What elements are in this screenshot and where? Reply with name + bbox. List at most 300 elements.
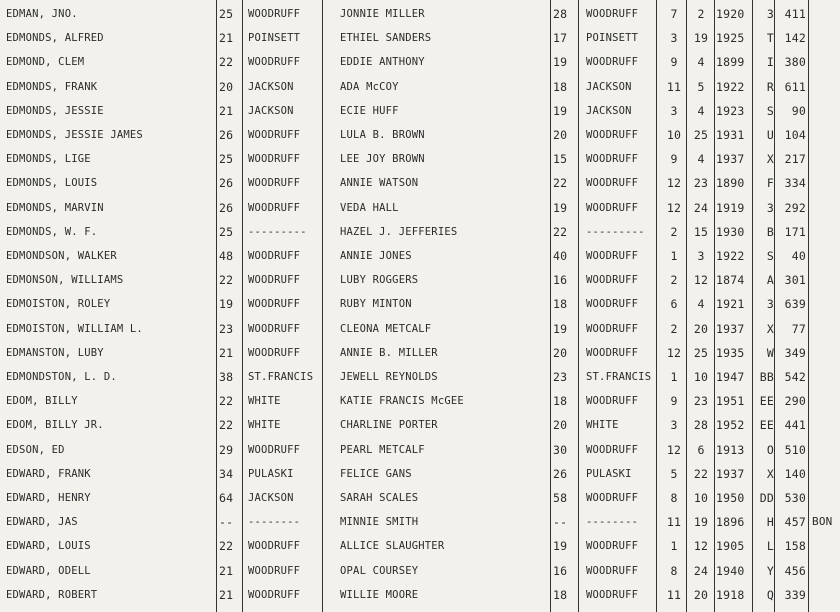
- marriage-day: 22: [693, 466, 709, 481]
- marriage-year: 1905: [716, 539, 745, 554]
- groom-name: EDWARD, ROBERT: [6, 588, 98, 601]
- record-row: [0, 196, 840, 220]
- groom-county: WOODRUFF: [248, 8, 301, 20]
- record-row: [0, 75, 840, 99]
- marriage-day: 23: [693, 394, 709, 409]
- record-row: [0, 583, 840, 607]
- bride-name: EDDIE ANTHONY: [340, 56, 425, 69]
- groom-name: EDWARD, ODELL: [6, 564, 91, 577]
- bride-name: KATIE FRANCIS McGEE: [340, 395, 464, 408]
- groom-county: WOODRUFF: [248, 346, 301, 359]
- marriage-month: 8: [670, 563, 678, 578]
- bride-age: 26: [553, 466, 568, 481]
- record-row: [0, 365, 840, 389]
- bride-name: FELICE GANS: [340, 467, 412, 480]
- record-row: [0, 50, 840, 74]
- bride-name: JEWELL REYNOLDS: [340, 371, 438, 383]
- groom-age: 26: [219, 200, 234, 215]
- groom-age: 21: [219, 103, 234, 118]
- groom-county: WOODRUFF: [248, 250, 301, 262]
- record-row: [0, 389, 840, 413]
- marriage-day: 10: [693, 491, 709, 505]
- bride-name: JONNIE MILLER: [340, 8, 425, 20]
- record-page: 334: [784, 176, 806, 191]
- bride-age: 58: [553, 491, 568, 505]
- bride-age: 20: [553, 345, 568, 360]
- record-book: DD: [759, 491, 774, 505]
- bride-name: LEE JOY BROWN: [340, 153, 425, 166]
- groom-name: EDWARD, LOUIS: [6, 540, 91, 553]
- groom-name: EDMOND, CLEM: [6, 56, 85, 69]
- marriage-day: 10: [693, 370, 709, 384]
- bride-age: 18: [553, 394, 568, 409]
- bride-name: PEARL METCALF: [340, 443, 425, 456]
- marriage-year: 1940: [716, 563, 745, 578]
- bride-county: WOODRUFF: [586, 540, 639, 553]
- bride-age: 19: [553, 200, 568, 215]
- bride-name: MINNIE SMITH: [340, 516, 419, 529]
- bride-name: OPAL COURSEY: [340, 564, 419, 577]
- marriage-day: 19: [693, 515, 709, 530]
- bride-name: WILLIE MOORE: [340, 588, 419, 601]
- marriage-day: 12: [693, 539, 709, 554]
- record-page: 90: [791, 103, 806, 118]
- groom-county: WOODRUFF: [248, 588, 301, 601]
- groom-county: WOODRUFF: [248, 274, 301, 287]
- marriage-month: 1: [670, 249, 678, 263]
- groom-name: EDMONDS, JESSIE JAMES: [6, 129, 143, 141]
- bride-age: 17: [553, 31, 568, 46]
- groom-county: WOODRUFF: [248, 322, 301, 335]
- bride-name: LUBY ROGGERS: [340, 274, 419, 287]
- bride-name: ETHIEL SANDERS: [340, 32, 432, 45]
- record-book: X: [766, 321, 774, 336]
- record-book: A: [766, 273, 774, 288]
- bride-county: POINSETT: [586, 32, 639, 45]
- groom-name: EDMONDS, LOUIS: [6, 177, 98, 190]
- bride-age: 18: [553, 79, 568, 94]
- bride-name: ALLICE SLAUGHTER: [340, 540, 445, 553]
- record-page: 456: [784, 563, 806, 578]
- record-row: [0, 292, 840, 316]
- groom-county: WOODRUFF: [248, 443, 301, 456]
- record-book: X: [766, 152, 774, 167]
- record-book: S: [766, 249, 774, 263]
- groom-age: 22: [219, 418, 234, 433]
- marriage-month: 2: [670, 321, 678, 336]
- groom-age: 25: [219, 7, 234, 21]
- record-row: [0, 220, 840, 244]
- marriage-year: 1950: [716, 491, 745, 505]
- bride-age: --: [553, 515, 568, 530]
- bride-county: WOODRUFF: [586, 322, 639, 335]
- marriage-day: 2: [697, 7, 705, 21]
- record-page: 301: [784, 273, 806, 288]
- marriage-day: 23: [693, 176, 709, 191]
- bride-name: ANNIE JONES: [340, 250, 412, 262]
- bride-county: WOODRUFF: [586, 564, 639, 577]
- groom-county: WOODRUFF: [248, 564, 301, 577]
- record-page: 77: [791, 321, 806, 336]
- record-page: 441: [784, 418, 806, 433]
- bride-name: SARAH SCALES: [340, 492, 419, 504]
- groom-age: 22: [219, 539, 234, 554]
- groom-county: PULASKI: [248, 467, 294, 480]
- marriage-month: 12: [666, 442, 682, 457]
- record-book: 3: [766, 297, 774, 312]
- marriage-month: 11: [666, 79, 682, 94]
- bride-county: PULASKI: [586, 467, 632, 480]
- groom-age: 48: [219, 249, 234, 263]
- marriage-day: 24: [693, 200, 709, 215]
- bride-age: 16: [553, 563, 568, 578]
- groom-age: 19: [219, 297, 234, 312]
- groom-age: 21: [219, 563, 234, 578]
- groom-age: 22: [219, 273, 234, 288]
- marriage-day: 12: [693, 273, 709, 288]
- marriage-year: 1918: [716, 587, 745, 602]
- record-row: [0, 147, 840, 171]
- groom-name: EDMAN, JNO.: [6, 8, 78, 20]
- marriage-year: 1925: [716, 31, 745, 46]
- record-row: [0, 341, 840, 365]
- record-row: [0, 534, 840, 558]
- marriage-year: 1930: [716, 224, 745, 239]
- record-row: [0, 438, 840, 462]
- groom-county: WOODRUFF: [248, 177, 301, 190]
- bride-name: ANNIE B. MILLER: [340, 346, 438, 359]
- marriage-day: 4: [697, 55, 705, 70]
- groom-name: EDMONDSON, WALKER: [6, 250, 117, 262]
- bride-age: 19: [553, 55, 568, 70]
- groom-name: EDMANSTON, LUBY: [6, 346, 104, 359]
- record-row: [0, 486, 840, 510]
- record-page: 510: [784, 442, 806, 457]
- record-book: BB: [759, 370, 774, 384]
- bride-county: JACKSON: [586, 80, 632, 93]
- marriage-month: 2: [670, 273, 678, 288]
- marriage-month: 5: [670, 466, 678, 481]
- bride-name: CLEONA METCALF: [340, 322, 432, 335]
- groom-name: EDWARD, HENRY: [6, 492, 91, 504]
- bride-county: WHITE: [586, 419, 619, 432]
- groom-name: EDMONDS, LIGE: [6, 153, 91, 166]
- marriage-month: 11: [666, 587, 682, 602]
- bride-age: 28: [553, 7, 568, 21]
- groom-name: EDOM, BILLY: [6, 395, 78, 408]
- groom-age: 38: [219, 370, 234, 384]
- bride-age: 19: [553, 321, 568, 336]
- bride-name: VEDA HALL: [340, 201, 399, 214]
- bride-age: 18: [553, 587, 568, 602]
- bride-age: 20: [553, 128, 568, 142]
- bride-age: 22: [553, 176, 568, 191]
- marriage-day: 15: [693, 224, 709, 239]
- marriage-year: 1922: [716, 79, 745, 94]
- bride-county: WOODRUFF: [586, 395, 639, 408]
- groom-name: EDMONDSTON, L. D.: [6, 371, 117, 383]
- record-book: T: [766, 31, 774, 46]
- bride-age: 40: [553, 249, 568, 263]
- record-page: 457: [784, 515, 806, 530]
- record-book: S: [766, 103, 774, 118]
- record-page: 104: [784, 128, 806, 142]
- record-book: O: [766, 442, 774, 457]
- groom-name: EDMOISTON, WILLIAM L.: [6, 322, 143, 335]
- bride-county: ---------: [586, 225, 645, 238]
- marriage-year: 1874: [716, 273, 745, 288]
- marriage-day: 6: [697, 442, 705, 457]
- groom-county: JACKSON: [248, 80, 294, 93]
- record-row: [0, 2, 840, 26]
- bride-age: 18: [553, 297, 568, 312]
- groom-name: EDMONDS, ALFRED: [6, 32, 104, 45]
- bride-name: ECIE HUFF: [340, 104, 399, 117]
- groom-age: 25: [219, 224, 234, 239]
- marriage-month: 11: [666, 515, 682, 530]
- groom-county: WOODRUFF: [248, 540, 301, 553]
- record-row: [0, 510, 840, 534]
- marriage-day: 5: [697, 79, 705, 94]
- record-book: F: [766, 176, 774, 191]
- groom-name: EDMONDS, W. F.: [6, 225, 98, 238]
- record-book: X: [766, 466, 774, 481]
- groom-county: ST.FRANCIS: [248, 371, 314, 383]
- groom-name: EDMONDS, MARVIN: [6, 201, 104, 214]
- groom-county: WOODRUFF: [248, 56, 301, 69]
- marriage-month: 7: [670, 7, 678, 21]
- groom-county: WHITE: [248, 419, 281, 432]
- groom-name: EDWARD, JAS: [6, 516, 78, 529]
- groom-age: 26: [219, 176, 234, 191]
- record-page: 217: [784, 152, 806, 167]
- record-row: [0, 462, 840, 486]
- bride-name: RUBY MINTON: [340, 298, 412, 311]
- bride-age: 20: [553, 418, 568, 433]
- record-page: 380: [784, 55, 806, 70]
- groom-age: 29: [219, 442, 234, 457]
- groom-age: 21: [219, 587, 234, 602]
- record-page: 542: [784, 370, 806, 384]
- bride-age: 30: [553, 442, 568, 457]
- groom-county: WOODRUFF: [248, 201, 301, 214]
- record-book: U: [766, 128, 774, 142]
- record-page: 140: [784, 466, 806, 481]
- groom-county: WOODRUFF: [248, 129, 301, 141]
- record-book: H: [766, 515, 774, 530]
- marriage-day: 28: [693, 418, 709, 433]
- marriage-month: 6: [670, 297, 678, 312]
- marriage-year: 1931: [716, 128, 745, 142]
- bride-name: ADA McCOY: [340, 80, 399, 93]
- groom-county: WOODRUFF: [248, 153, 301, 166]
- marriage-month: 2: [670, 224, 678, 239]
- marriage-year: 1952: [716, 418, 745, 433]
- marriage-month: 3: [670, 103, 678, 118]
- marriage-year: 1921: [716, 297, 745, 312]
- marriage-year: 1922: [716, 249, 745, 263]
- marriage-day: 20: [693, 321, 709, 336]
- marriage-day: 25: [693, 345, 709, 360]
- record-book: Y: [766, 563, 774, 578]
- groom-county: --------: [248, 516, 301, 529]
- record-page: 40: [791, 249, 806, 263]
- bride-age: 15: [553, 152, 568, 167]
- groom-age: 34: [219, 466, 234, 481]
- record-page: 339: [784, 587, 806, 602]
- bride-name: CHARLINE PORTER: [340, 419, 438, 432]
- marriage-year: 1890: [716, 176, 745, 191]
- groom-age: --: [219, 515, 234, 530]
- groom-age: 20: [219, 79, 234, 94]
- marriage-year: 1951: [716, 394, 745, 409]
- groom-county: ---------: [248, 225, 307, 238]
- record-page: 292: [784, 200, 806, 215]
- marriage-year: 1896: [716, 515, 745, 530]
- bride-county: JACKSON: [586, 104, 632, 117]
- marriage-year: 1899: [716, 55, 745, 70]
- bride-county: WOODRUFF: [586, 346, 639, 359]
- marriage-month: 8: [670, 491, 678, 505]
- record-page: 411: [784, 7, 806, 21]
- record-book: L: [766, 539, 774, 554]
- marriage-month: 9: [670, 394, 678, 409]
- bride-age: 22: [553, 224, 568, 239]
- record-book: 3: [766, 7, 774, 21]
- record-row: [0, 99, 840, 123]
- bride-county: WOODRUFF: [586, 250, 639, 262]
- record-page: 171: [784, 224, 806, 239]
- groom-name: EDMONSON, WILLIAMS: [6, 274, 124, 287]
- bride-county: WOODRUFF: [586, 588, 639, 601]
- bride-county: WOODRUFF: [586, 201, 639, 214]
- marriage-day: 4: [697, 103, 705, 118]
- marriage-month: 9: [670, 152, 678, 167]
- marriage-year: 1935: [716, 345, 745, 360]
- groom-county: JACKSON: [248, 492, 294, 504]
- record-row: [0, 268, 840, 292]
- groom-county: WHITE: [248, 395, 281, 408]
- record-page: 530: [784, 491, 806, 505]
- record-book: R: [766, 79, 774, 94]
- record-page: 611: [784, 79, 806, 94]
- record-page: 158: [784, 539, 806, 554]
- marriage-year: 1937: [716, 152, 745, 167]
- groom-name: EDMOISTON, ROLEY: [6, 298, 111, 311]
- record-book: EE: [759, 418, 774, 433]
- groom-county: POINSETT: [248, 32, 301, 45]
- groom-name: EDMONDS, FRANK: [6, 80, 98, 93]
- marriage-day: 20: [693, 587, 709, 602]
- record-row: [0, 123, 840, 147]
- marriage-day: 4: [697, 297, 705, 312]
- marriage-month: 1: [670, 539, 678, 554]
- groom-name: EDWARD, FRANK: [6, 467, 91, 480]
- record-page: 349: [784, 345, 806, 360]
- marriage-day: 24: [693, 563, 709, 578]
- bride-age: 16: [553, 273, 568, 288]
- bride-age: 19: [553, 539, 568, 554]
- marriage-month: 3: [670, 31, 678, 46]
- record-page: 290: [784, 394, 806, 409]
- marriage-month: 12: [666, 200, 682, 215]
- groom-county: JACKSON: [248, 104, 294, 117]
- groom-age: 25: [219, 152, 234, 167]
- bride-county: --------: [586, 516, 639, 529]
- groom-age: 23: [219, 321, 234, 336]
- bride-county: WOODRUFF: [586, 298, 639, 311]
- marriage-year: 1937: [716, 466, 745, 481]
- groom-age: 22: [219, 55, 234, 70]
- bride-county: WOODRUFF: [586, 8, 639, 20]
- marriage-year: 1923: [716, 103, 745, 118]
- groom-age: 64: [219, 491, 234, 505]
- record-row: [0, 413, 840, 437]
- marriage-month: 9: [670, 55, 678, 70]
- bride-age: 23: [553, 370, 568, 384]
- marriage-month: 12: [666, 345, 682, 360]
- record-book: I: [766, 55, 774, 70]
- marriage-year: 1919: [716, 200, 745, 215]
- groom-name: EDSON, ED: [6, 443, 65, 456]
- groom-age: 26: [219, 128, 234, 142]
- marriage-year: 1947: [716, 370, 745, 384]
- record-book: B: [766, 224, 774, 239]
- bride-county: WOODRUFF: [586, 492, 639, 504]
- margin-note: BON: [812, 515, 833, 529]
- marriage-day: 25: [693, 128, 709, 142]
- record-page: 142: [784, 31, 806, 46]
- record-row: [0, 317, 840, 341]
- bride-county: WOODRUFF: [586, 274, 639, 287]
- record-row: [0, 171, 840, 195]
- marriage-year: 1920: [716, 7, 745, 21]
- record-book: Q: [766, 587, 774, 602]
- groom-age: 21: [219, 31, 234, 46]
- bride-county: WOODRUFF: [586, 129, 639, 141]
- bride-county: WOODRUFF: [586, 153, 639, 166]
- marriage-year: 1913: [716, 442, 745, 457]
- bride-name: LULA B. BROWN: [340, 129, 425, 141]
- marriage-month: 1: [670, 370, 678, 384]
- marriage-month: 3: [670, 418, 678, 433]
- groom-age: 21: [219, 345, 234, 360]
- bride-age: 19: [553, 103, 568, 118]
- marriage-day: 19: [693, 31, 709, 46]
- groom-county: WOODRUFF: [248, 298, 301, 311]
- record-row: [0, 26, 840, 50]
- record-book: W: [766, 345, 774, 360]
- groom-name: EDMONDS, JESSIE: [6, 104, 104, 117]
- bride-county: WOODRUFF: [586, 56, 639, 69]
- marriage-month: 10: [666, 128, 682, 142]
- record-book: EE: [759, 394, 774, 409]
- groom-name: EDOM, BILLY JR.: [6, 419, 104, 432]
- marriage-day: 3: [697, 249, 705, 263]
- record-page: 639: [784, 297, 806, 312]
- marriage-month: 12: [666, 176, 682, 191]
- bride-county: WOODRUFF: [586, 443, 639, 456]
- record-book: 3: [766, 200, 774, 215]
- marriage-day: 4: [697, 152, 705, 167]
- bride-name: HAZEL J. JEFFERIES: [340, 225, 458, 238]
- marriage-year: 1937: [716, 321, 745, 336]
- groom-age: 22: [219, 394, 234, 409]
- bride-name: ANNIE WATSON: [340, 177, 419, 190]
- record-row: [0, 244, 840, 268]
- bride-county: ST.FRANCIS: [586, 371, 652, 383]
- record-row: [0, 559, 840, 583]
